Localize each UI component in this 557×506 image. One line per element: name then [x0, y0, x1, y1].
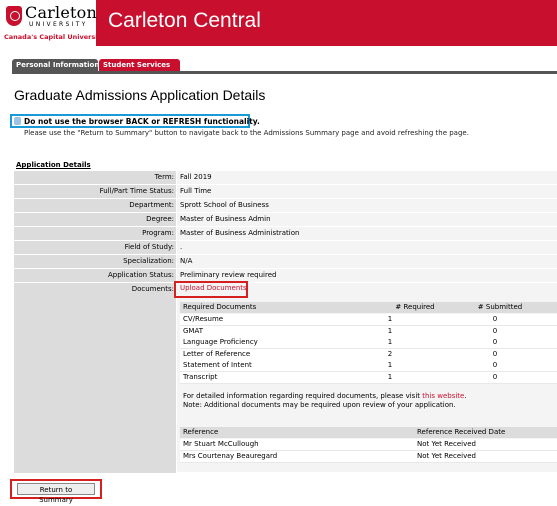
tab-student-services[interactable]: Student Services	[99, 59, 180, 71]
detail-label: Field of Study:	[14, 241, 176, 254]
doc-submitted: 0	[492, 349, 498, 358]
site-title: Carleton Central	[108, 9, 261, 32]
col-header: Reference Received Date	[417, 428, 506, 436]
detail-row	[14, 227, 557, 241]
doc-name: Language Proficiency	[183, 338, 258, 346]
doc-name: Transcript	[183, 372, 218, 381]
info-note: Note: Additional documents may be required upon review of your application.	[183, 401, 456, 409]
tab-personal-information[interactable]: Personal Information	[12, 59, 98, 71]
doc-required: 2	[387, 349, 393, 358]
doc-submitted: 0	[492, 361, 498, 369]
info-prefix: For detailed information regarding required documents, please visit	[183, 392, 423, 400]
detail-label: Specialization:	[14, 255, 176, 268]
detail-row	[14, 171, 557, 185]
table-row	[180, 439, 557, 451]
logo-tagline: Canada's Capital University	[4, 33, 105, 41]
doc-submitted: 0	[492, 315, 498, 323]
warning-title: Do not use the browser BACK or REFRESH functionality.	[24, 117, 260, 126]
detail-row	[14, 241, 557, 255]
doc-required: 1	[387, 372, 393, 381]
col-header: # Required	[395, 303, 435, 311]
detail-value: Sprott School of Business	[177, 199, 557, 212]
doc-name: GMAT	[183, 326, 203, 335]
doc-name: Letter of Reference	[183, 349, 251, 358]
doc-required: 1	[387, 338, 393, 346]
doc-submitted: 0	[492, 372, 498, 381]
site-header	[0, 0, 557, 46]
detail-row	[14, 255, 557, 269]
detail-row	[14, 269, 557, 283]
table-header	[180, 302, 557, 313]
logo-university: UNIVERSITY	[29, 21, 88, 28]
reference-name: Mr Stuart McCullough	[183, 440, 259, 448]
logo-wordmark: Carleton	[25, 3, 97, 22]
detail-value: Master of Business Admin	[177, 213, 557, 226]
table-row	[180, 360, 557, 372]
doc-required: 1	[387, 315, 393, 323]
upload-documents-link[interactable]: Upload Documents	[180, 284, 247, 292]
table-row	[180, 451, 557, 463]
documents-info	[183, 392, 467, 410]
detail-value: .	[177, 241, 557, 254]
doc-name: CV/Resume	[183, 315, 224, 323]
doc-name: Statement of Intent	[183, 361, 252, 369]
detail-label: Program:	[14, 227, 176, 240]
col-header: # Submitted	[477, 303, 523, 311]
detail-value: Preliminary review required	[177, 269, 557, 282]
detail-row	[14, 185, 557, 199]
return-to-summary-button[interactable]: Return to Summary	[17, 483, 95, 495]
detail-label: Term:	[14, 171, 176, 184]
table-header	[180, 427, 557, 438]
col-header: Reference	[183, 428, 219, 436]
detail-value: Fall 2019	[177, 171, 557, 184]
info-icon	[14, 117, 21, 125]
detail-label: Department:	[14, 199, 176, 212]
detail-value: N/A	[177, 255, 557, 268]
warning-subtext: Please use the "Return to Summary" button to navigate back to the Admissions Summary page and avoid refreshing the page.	[24, 129, 469, 137]
detail-row	[14, 199, 557, 213]
col-header: Required Documents	[183, 303, 257, 311]
detail-row	[14, 213, 557, 227]
university-logo[interactable]	[0, 0, 105, 46]
website-link[interactable]: this website	[422, 392, 465, 400]
crest-icon	[6, 6, 22, 26]
doc-submitted: 0	[492, 326, 498, 335]
table-row	[180, 349, 557, 361]
table-row	[180, 337, 557, 349]
detail-label: Degree:	[14, 213, 176, 226]
doc-submitted: 0	[492, 338, 498, 346]
doc-required: 1	[387, 361, 393, 369]
table-row	[180, 314, 557, 326]
info-suffix: .	[464, 392, 467, 400]
reference-name: Mrs Courtenay Beauregard	[183, 451, 278, 460]
detail-label: Application Status:	[14, 269, 176, 282]
page-title: Graduate Admissions Application Details	[14, 87, 266, 103]
tab-underline	[12, 71, 557, 74]
detail-value: Master of Business Administration	[177, 227, 557, 240]
reference-status: Not Yet Received	[417, 451, 476, 460]
table-row	[180, 326, 557, 338]
detail-value: Full Time	[177, 185, 557, 198]
doc-required: 1	[387, 326, 393, 335]
detail-label: Documents:	[14, 283, 176, 473]
table-row	[180, 372, 557, 384]
reference-status: Not Yet Received	[417, 440, 476, 448]
section-title: Application Details	[16, 161, 91, 169]
detail-label: Full/Part Time Status:	[14, 185, 176, 198]
